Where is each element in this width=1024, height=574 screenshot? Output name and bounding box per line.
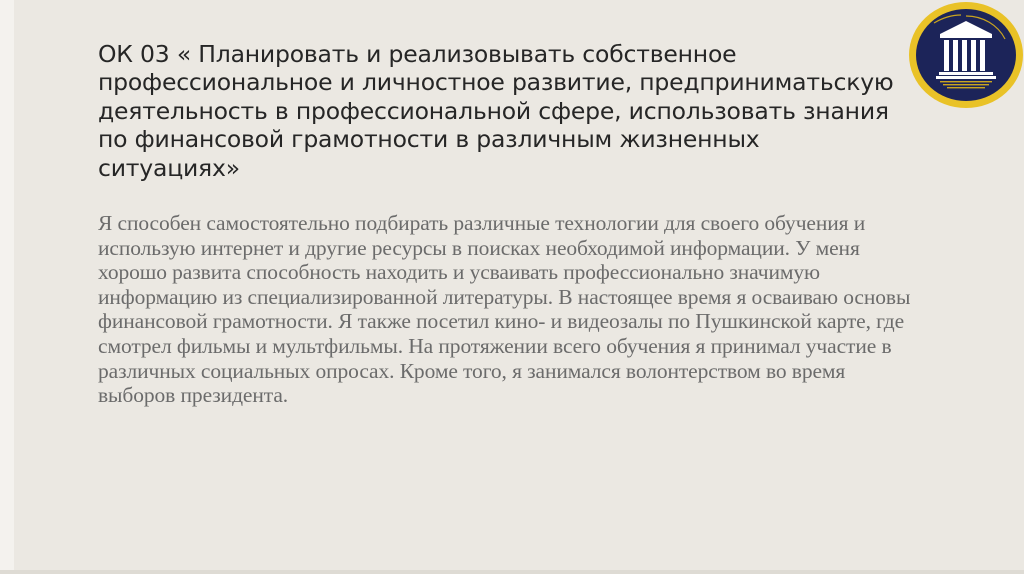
slide-left-margin: [0, 0, 14, 574]
logo-caption-line: [947, 87, 985, 88]
slide-bottom-band: [0, 570, 1024, 574]
logo-caption-line: [940, 81, 992, 82]
logo-building-column: [953, 40, 958, 71]
logo-building-column: [962, 40, 967, 71]
logo-building-cornice: [940, 34, 992, 38]
logo-building-step: [936, 76, 996, 79]
slide-title: ОК 03 « Планировать и реализовывать собственное профессиональное и личностное развитие, предприниматьскую деятельность в профессиональной сфере, использовать знания по финансовой грамотности в различным жизненных ситуациях»: [98, 40, 894, 182]
logo-caption-line: [943, 84, 989, 85]
college-building-emblem-icon: [906, 2, 1024, 110]
logo-emblem-svg: [906, 2, 1024, 110]
logo-building-column: [944, 40, 949, 71]
logo-building-column: [971, 40, 976, 71]
logo-building-base: [939, 72, 993, 75]
logo-building-column: [980, 40, 985, 71]
slide-body-text: Я способен самостоятельно подбирать различные технологии для своего обучения и использую интернет и другие ресурсы в поисках необходимой информации. У меня хорошо развита способность находить и усваивать профессионально значимую информацию из специализированной литературы. В настоящее время я осваиваю основы финансовой грамотности. Я также посетил кино- и видеозалы по Пушкинской карте, где смотрел фильмы и мультфильмы. На протяжении всего обучения я принимал участие в различных социальных опросах. Кроме того, я занимался волонтерством во время выборов президента.: [98, 211, 911, 408]
